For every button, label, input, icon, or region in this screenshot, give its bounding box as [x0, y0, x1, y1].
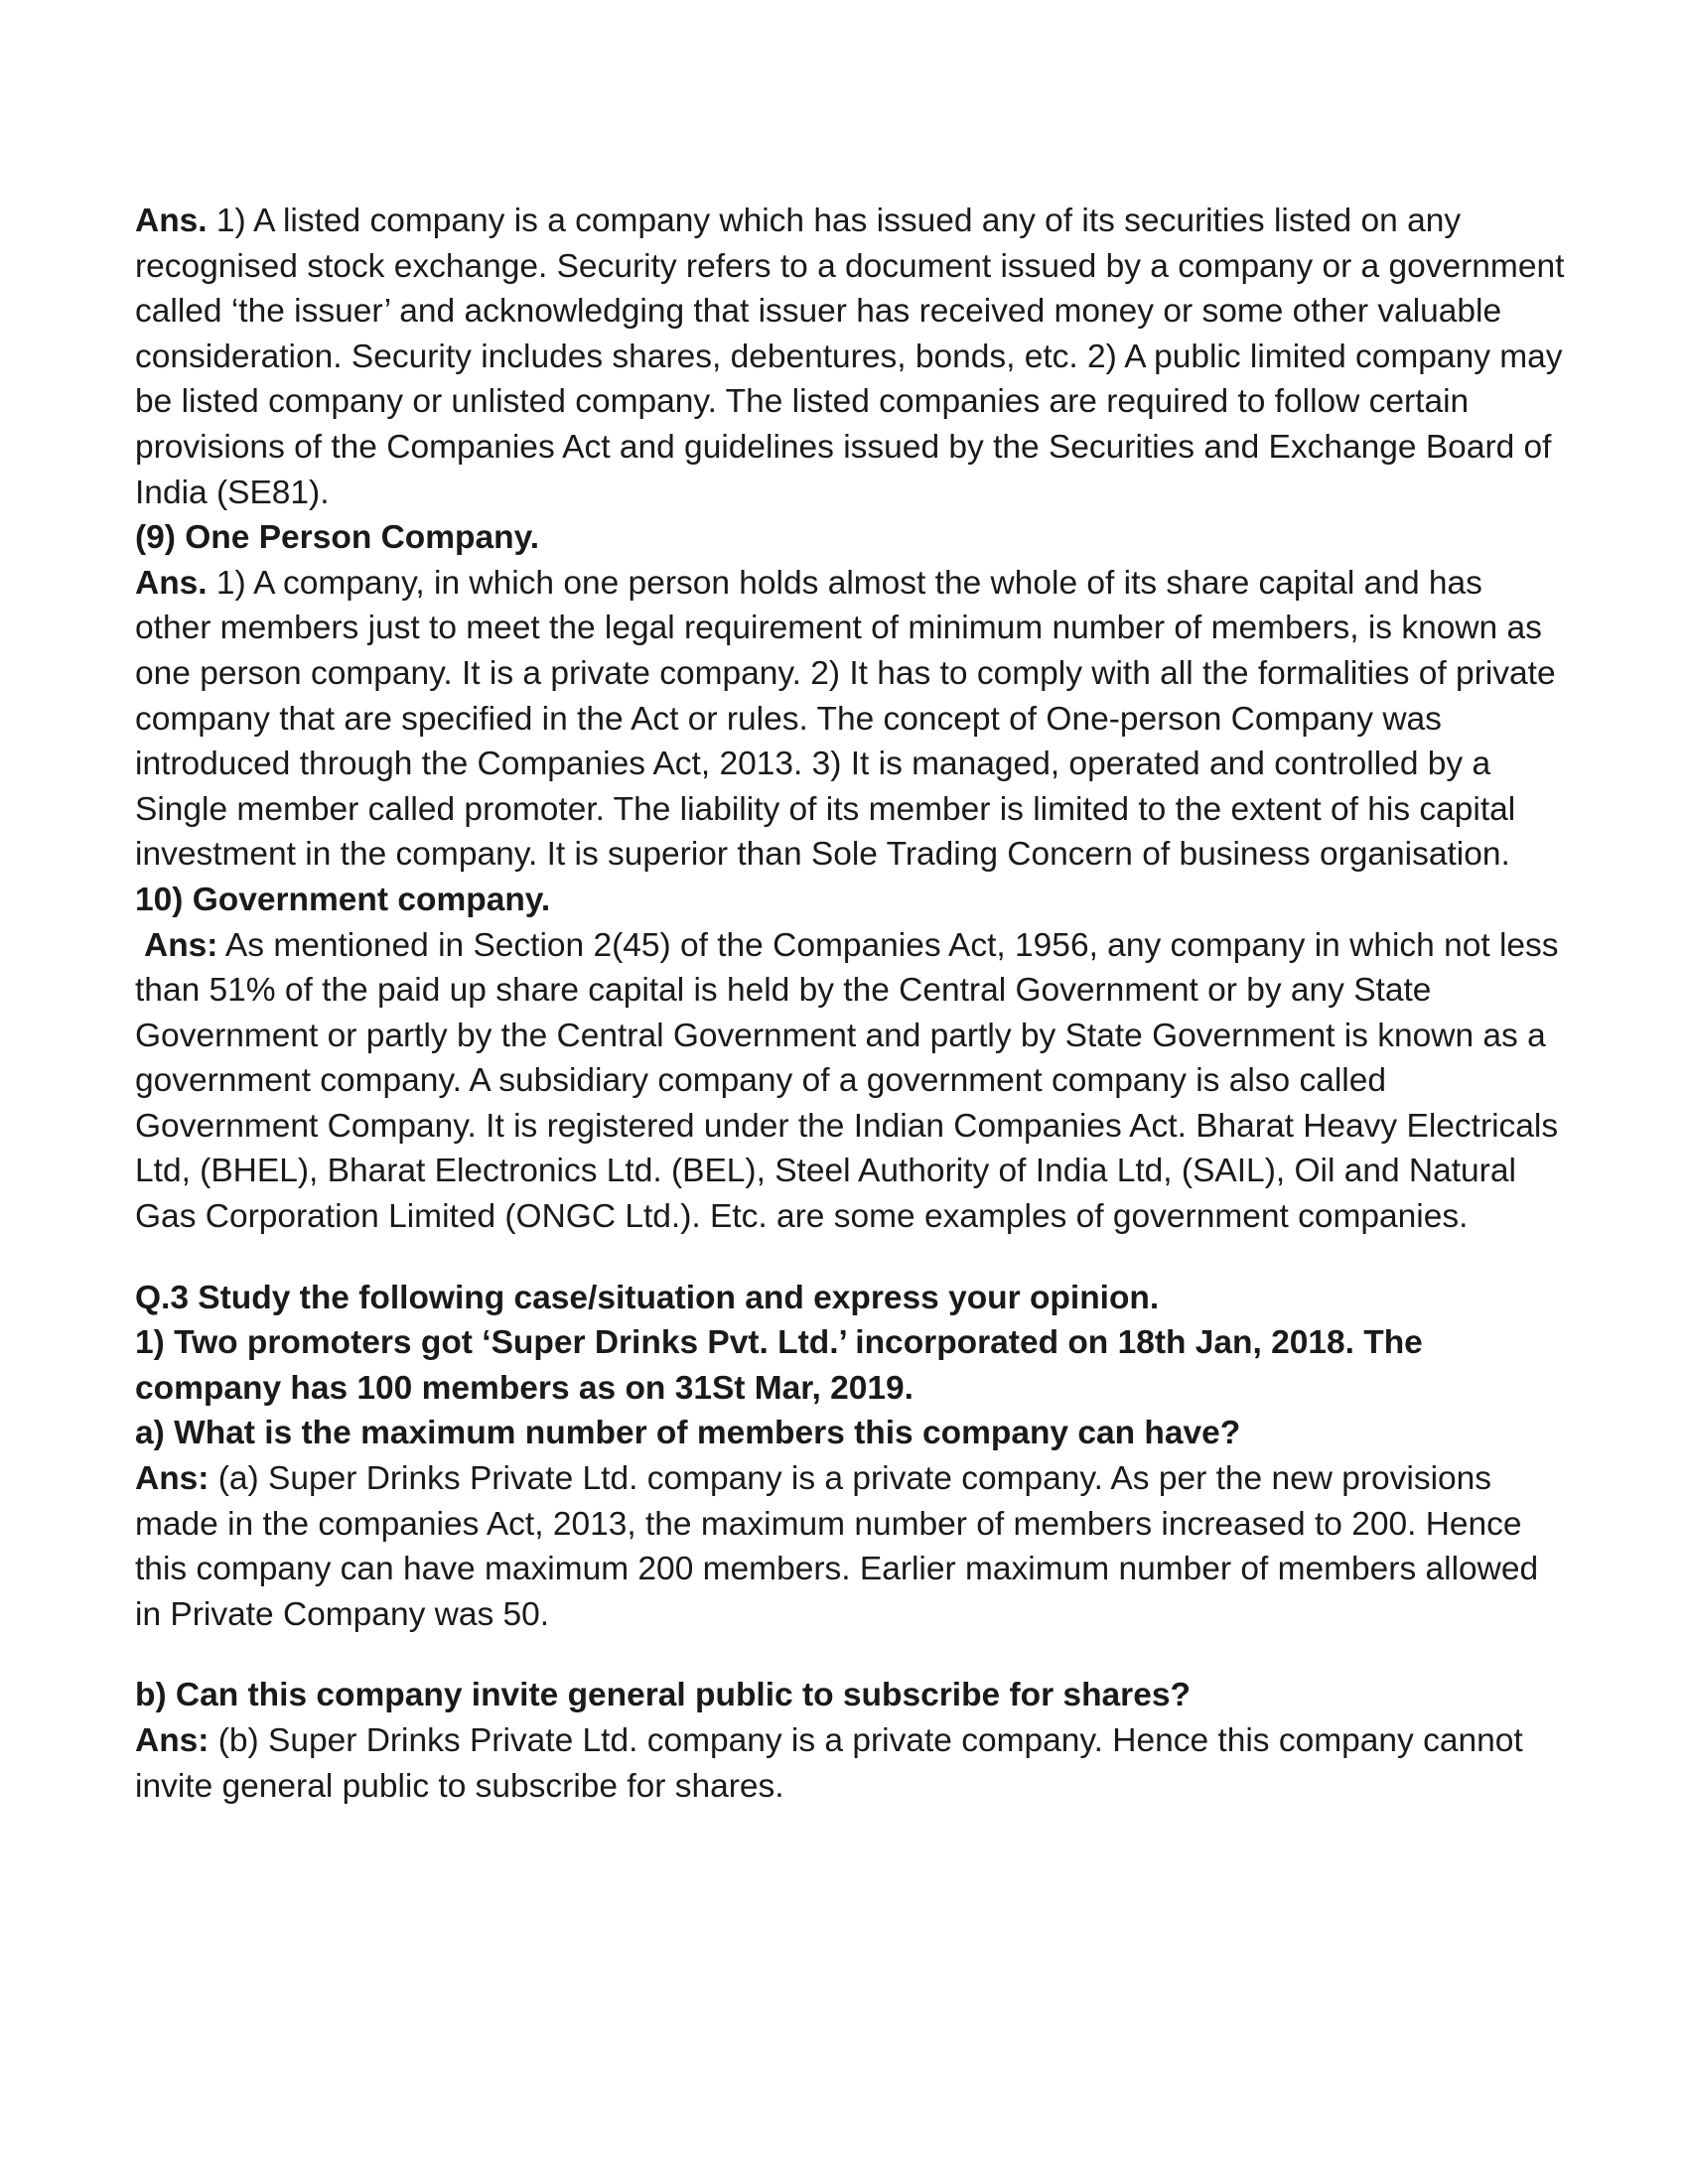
answer-text: As mentioned in Section 2(45) of the Companies Act, 1956, any company in which not less than 51% of the paid up share capital is held by the Central Government or by any State Government or partly by the Central Government and partly by State Government is known as a government company. A subsidiary company of a government company is also called Government Company. It is registered under the Indian Companies Act. Bharat Heavy Electricals Ltd, (BHEL), Bharat Electronics Ltd. (BEL), Steel Authority of India Ltd, (SAIL), Oil and Natural Gas Corporation Limited (ONGC Ltd.). Etc. are some examples of government companies.: [135, 926, 1559, 1236]
section10-heading: 10) Government company.: [135, 881, 551, 918]
q3-case1: 1) Two promoters got ‘Super Drinks Pvt. Ltd.’ incorporated on 18th Jan, 2018. The company has 100 members as on 31St Mar, 2019.: [135, 1324, 1423, 1407]
answer-text: 1) A listed company is a company which has issued any of its securities listed on any recognised stock exchange. Security refers to a document issued by a company or a government called ‘the issuer’ and acknowledging that issuer has received money or some other valuable consideration. Security includes shares, debentures, bonds, etc. 2) A public limited company may be listed company or unlisted company. The listed companies are required to follow certain provisions of the Companies Act and guidelines issued by the Securities and Exchange Board of India (SE81).: [135, 203, 1565, 511]
answer-text: (a) Super Drinks Private Ltd. company is a private company. As per the new provisions made in the companies Act, 2013, the maximum number of members increased to 200. Hence this company can have maximum 200 members. Earlier maximum number of members allowed in Private Company was 50.: [135, 1460, 1539, 1633]
q3-question-b: b) Can this company invite general public to subscribe for shares?: [135, 1677, 1191, 1714]
q3-question-a: a) What is the maximum number of members this company can have?: [135, 1415, 1241, 1452]
q3-answer-a: [135, 1456, 1565, 1637]
spacer: [135, 1637, 1565, 1673]
document-page: [135, 199, 1565, 1809]
section9-answer: [135, 561, 1565, 878]
q3-heading: Q.3 Study the following case/situation and express your opinion.: [135, 1279, 1160, 1316]
answer-text: 1) A company, in which one person holds almost the whole of its share capital and has other members just to meet the legal requirement of minimum number of members, is known as one person company. It is a private company. 2) It has to comply with all the formalities of private company that are specified in the Act or rules. The concept of One-person Company was introduced through the Companies Act, 2013. 3) It is managed, operated and controlled by a Single member called promoter. The liability of its member is limited to the extent of his capital investment in the company. It is superior than Sole Trading Concern of business organisation.: [135, 564, 1556, 874]
section9-heading: (9) One Person Company.: [135, 519, 540, 557]
section8-answer: [135, 199, 1565, 515]
answer-label: Ans:: [144, 926, 218, 964]
q3-answer-b: [135, 1718, 1565, 1809]
answer-text: (b) Super Drinks Private Ltd. company is a private company. Hence this company cannot invite general public to subscribe for shares.: [135, 1722, 1523, 1805]
section10-answer: [135, 923, 1565, 1240]
answer-label: Ans.: [135, 203, 208, 239]
answer-label: Ans:: [135, 1460, 210, 1498]
spacer: [135, 1240, 1565, 1276]
answer-label: Ans.: [135, 564, 208, 602]
answer-label: Ans:: [135, 1722, 210, 1759]
